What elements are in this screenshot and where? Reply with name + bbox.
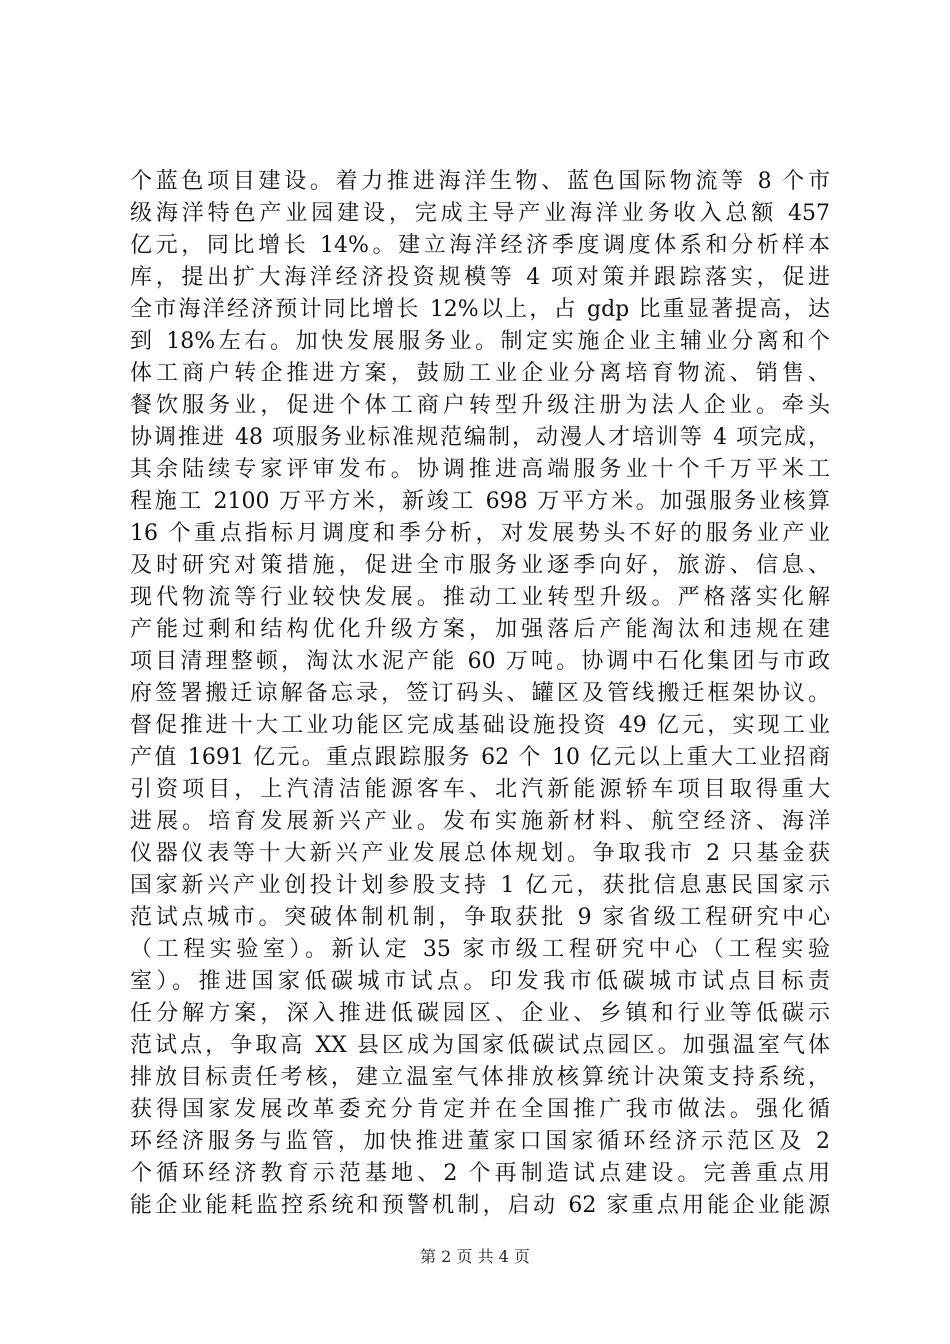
text-line: 协调推进 48 项服务业标准规范编制，动漫人才培训等 4 项完成， <box>130 425 830 450</box>
text-line: 范试点，争取高 XX 县区成为国家低碳试点园区。加强温室气体 <box>130 1033 830 1058</box>
text-line: 餐饮服务业，促进个体工商户转型升级注册为法人企业。牵头 <box>130 393 830 418</box>
text-line: 全市海洋经济预计同比增长 12%以上，占 gdp 比重显著提高，达 <box>130 297 830 322</box>
text-line: 个蓝色项目建设。着力推进海洋生物、蓝色国际物流等 8 个市 <box>130 169 830 194</box>
text-line: 府签署搬迁谅解备忘录，签订码头、罐区及管线搬迁框架协议。 <box>130 681 830 706</box>
text-line: 项目清理整顿，淘汰水泥产能 60 万吨。协调中石化集团与市政 <box>130 649 830 674</box>
text-line: 产能过剩和结构优化升级方案，加强落后产能淘汰和违规在建 <box>130 617 830 642</box>
text-line: 进展。培育发展新兴产业。发布实施新材料、航空经济、海洋 <box>130 809 830 834</box>
text-line: 程施工 2100 万平方米，新竣工 698 万平方米。加强服务业核算 <box>130 489 830 514</box>
body-text <box>130 166 830 1222</box>
text-line: 能企业能耗监控系统和预警机制，启动 62 家重点用能企业能源 <box>130 1193 830 1218</box>
text-line: 范试点城市。突破体制机制，争取获批 9 家省级工程研究中心 <box>130 905 830 930</box>
text-line: 仪器仪表等十大新兴产业发展总体规划。争取我市 2 只基金获 <box>130 841 830 866</box>
text-line: 获得国家发展改革委充分肯定并在全国推广我市做法。强化循 <box>130 1097 830 1122</box>
text-line: 督促推进十大工业功能区完成基础设施投资 49 亿元，实现工业 <box>130 713 830 738</box>
text-line: 任分解方案，深入推进低碳园区、企业、乡镇和行业等低碳示 <box>130 1001 830 1026</box>
text-line: 现代物流等行业较快发展。推动工业转型升级。严格落实化解 <box>130 585 830 610</box>
text-line: 到 18%左右。加快发展服务业。制定实施企业主辅业分离和个 <box>130 329 830 354</box>
text-line: 环经济服务与监管，加快推进董家口国家循环经济示范区及 2 <box>130 1129 830 1154</box>
text-line: 级海洋特色产业园建设，完成主导产业海洋业务收入总额 457 <box>130 201 830 226</box>
text-line: 及时研究对策措施，促进全市服务业逐季向好，旅游、信息、 <box>130 553 830 578</box>
text-line: 产值 1691 亿元。重点跟踪服务 62 个 10 亿元以上重大工业招商 <box>130 745 830 770</box>
page-footer: 第 2 页 共 4 页 <box>420 1247 530 1266</box>
text-line: （工程实验室）。新认定 35 家市级工程研究中心（工程实验 <box>130 937 830 962</box>
text-line: 室）。推进国家低碳城市试点。印发我市低碳城市试点目标责 <box>130 969 830 994</box>
text-line: 库，提出扩大海洋经济投资规模等 4 项对策并跟踪落实，促进 <box>130 265 830 290</box>
text-line: 引资项目，上汽清洁能源客车、北汽新能源轿车项目取得重大 <box>130 777 830 802</box>
text-line: 国家新兴产业创投计划参股支持 1 亿元，获批信息惠民国家示 <box>130 873 830 898</box>
text-line: 体工商户转企推进方案，鼓励工业企业分离培育物流、销售、 <box>130 361 830 386</box>
text-line: 亿元，同比增长 14%。建立海洋经济季度调度体系和分析样本 <box>130 233 830 258</box>
text-line: 其余陆续专家评审发布。协调推进高端服务业十个千万平米工 <box>130 457 830 482</box>
text-line: 排放目标责任考核，建立温室气体排放核算统计决策支持系统， <box>130 1065 830 1090</box>
text-line: 个循环经济教育示范基地、2 个再制造试点建设。完善重点用 <box>130 1161 830 1186</box>
text-line: 16 个重点指标月调度和季分析，对发展势头不好的服务业产业 <box>130 521 830 546</box>
